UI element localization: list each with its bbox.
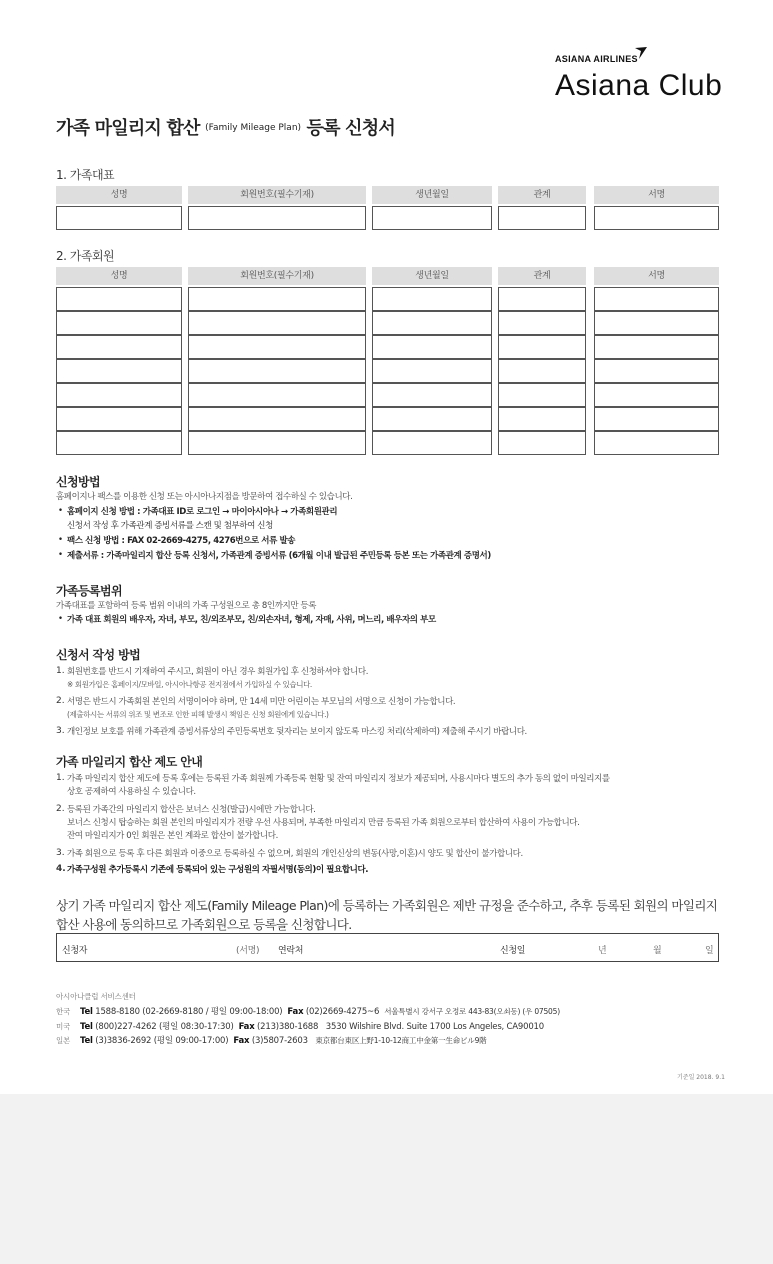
input-cell[interactable] [188, 407, 366, 431]
input-cell[interactable] [594, 407, 719, 431]
input-cell[interactable] [188, 359, 366, 383]
item-number: 1. [56, 666, 65, 676]
howto-note: ※ 회원가입은 홈페이지/모바일, 아시아나항공 전지점에서 가입하실 수 있습니다. [67, 680, 312, 689]
item-number: 4. [56, 864, 66, 874]
input-cell[interactable] [188, 206, 366, 230]
title-main: 가족 마일리지 합산 [56, 118, 200, 139]
guide-item: 보너스 신청시 탑승하는 회원 본인의 마일리지가 전량 우선 사용되며, 부족한 마일리지 만큼 등록된 가족 회원으로부터 합산하여 사용이 가능합니다. [67, 818, 580, 828]
apply-intro: 홈페이지나 팩스를 이용한 신청 또는 아시아나지점을 방문하여 접수하실 수 있습니다. [56, 492, 353, 502]
item-number: 2. [56, 696, 65, 706]
item-number: 3. [56, 848, 65, 858]
input-cell[interactable] [56, 383, 182, 407]
contact-label: 연락처 [278, 946, 304, 956]
date-label: 신청일 [500, 946, 526, 956]
input-cell[interactable] [594, 383, 719, 407]
bullet-icon: • [58, 614, 64, 624]
howto-note: (제출하시는 서류의 위조 및 변조로 인한 피해 발생시 책임은 신청 회원에게 있습니다.) [67, 710, 329, 719]
applicant-label: 신청자 [62, 946, 88, 956]
footer-region: 미국 [56, 1022, 71, 1031]
input-cell[interactable] [498, 206, 586, 230]
column-header: 생년월일 [372, 267, 492, 285]
input-cell[interactable] [498, 407, 586, 431]
item-number: 3. [56, 726, 65, 736]
column-header: 서명 [594, 186, 719, 204]
item-number: 1. [56, 773, 65, 783]
page-title [56, 114, 395, 140]
apply-heading: 신청방법 [56, 475, 100, 489]
scope-heading: 가족등록범위 [56, 584, 122, 598]
column-header: 서명 [594, 267, 719, 285]
input-cell[interactable] [498, 383, 586, 407]
input-cell[interactable] [498, 335, 586, 359]
input-cell[interactable] [498, 287, 586, 311]
input-cell[interactable] [594, 206, 719, 230]
input-cell[interactable] [56, 335, 182, 359]
input-cell[interactable] [594, 359, 719, 383]
footer-region: 한국 [56, 1007, 71, 1016]
signature-box[interactable] [56, 933, 719, 962]
input-cell[interactable] [372, 431, 492, 455]
apply-bullet: 홈페이지 신청 방법 : 가족대표 ID로 로그인 → 마이아시아나 → 가족회원관리 [67, 507, 338, 517]
wing-icon [634, 46, 648, 60]
airline-name: ASIANA AIRLINES [555, 54, 638, 64]
column-header: 생년월일 [372, 186, 492, 204]
input-cell[interactable] [188, 311, 366, 335]
column-header: 회원번호(필수기재) [188, 267, 366, 285]
column-header: 성명 [56, 186, 182, 204]
input-cell[interactable] [594, 431, 719, 455]
day-label: 일 [705, 946, 714, 956]
guide-item: 등록된 가족간의 마일리지 합산은 보너스 신청(발급)시에만 가능합니다. [67, 805, 316, 815]
section-label-members: 2. 가족회원 [56, 249, 115, 263]
column-header: 관계 [498, 267, 586, 285]
input-cell[interactable] [372, 206, 492, 230]
input-cell[interactable] [188, 335, 366, 359]
input-cell[interactable] [56, 407, 182, 431]
guide-item: 가족 회원으로 등록 후 다른 회원과 이중으로 등록하실 수 없으며, 회원의 개인신상의 변동(사망,이혼)시 양도 및 합산이 불가합니다. [67, 849, 523, 859]
apply-bullet: 신청서 작성 후 가족관계 증빙서류를 스캔 및 첨부하여 신청 [67, 521, 273, 531]
sign-label: (서명) [236, 946, 260, 956]
column-header: 성명 [56, 267, 182, 285]
revision-stamp: 기준일 2018. 9.1 [677, 1074, 725, 1081]
input-cell[interactable] [372, 407, 492, 431]
input-cell[interactable] [372, 383, 492, 407]
month-label: 월 [653, 946, 662, 956]
input-cell[interactable] [56, 311, 182, 335]
agreement-text: 상기 가족 마일리지 합산 제도(Family Mileage Plan)에 등록하는 가족회원은 제반 규정을 준수하고, 추후 등록된 회원의 마일리지 합산 사용에 동의하므로 가족회원으로 등록을 신청합니다. [56, 898, 718, 932]
item-number: 2. [56, 804, 65, 814]
input-cell[interactable] [56, 206, 182, 230]
title-subtitle: (Family Mileage Plan) [205, 123, 302, 133]
input-cell[interactable] [372, 335, 492, 359]
input-cell[interactable] [594, 287, 719, 311]
input-cell[interactable] [498, 359, 586, 383]
howto-item: 개인정보 보호를 위해 가족관계 증빙서류상의 주민등록번호 뒷자리는 보이지 않도록 마스킹 처리(삭제하여) 제출해 주시기 바랍니다. [67, 727, 527, 737]
input-cell[interactable] [594, 335, 719, 359]
howto-item: 서명은 반드시 가족회원 본인의 서명이어야 하며, 만 14세 미만 어린이는 부모님의 서명으로 신청이 가능합니다. [67, 697, 456, 707]
input-cell[interactable] [56, 287, 182, 311]
input-cell[interactable] [188, 431, 366, 455]
input-cell[interactable] [56, 431, 182, 455]
column-header: 회원번호(필수기재) [188, 186, 366, 204]
input-cell[interactable] [372, 359, 492, 383]
howto-heading: 신청서 작성 방법 [56, 648, 141, 662]
column-header: 관계 [498, 186, 586, 204]
guide-heading: 가족 마일리지 합산 제도 안내 [56, 755, 203, 769]
input-cell[interactable] [56, 359, 182, 383]
service-center-label: 아시아나클럽 서비스센터 [56, 992, 136, 1001]
footer-contact: Tel (3)3836-2692 (평일 09:00-17:00) Fax (3)5807-2603 東京都台東区上野1-10-12商工中金第一生命ビル9階 [80, 1036, 487, 1046]
year-label: 년 [598, 946, 607, 956]
input-cell[interactable] [498, 431, 586, 455]
apply-bullet: 제출서류 : 가족마일리지 합산 등록 신청서, 가족관계 증빙서류 (6개월 이내 발급된 주민등록 등본 또는 가족관계 증명서) [67, 551, 491, 561]
guide-item: 가족 마일리지 합산 제도에 등록 후에는 등록된 가족 회원께 가족등록 현황 및 잔여 마일리지 정보가 제공되며, 사용시마다 별도의 추가 동의 없이 마일리지를 [67, 774, 610, 784]
guide-item: 상호 공제하여 사용하실 수 있습니다. [67, 787, 196, 797]
guide-item: 잔여 마일리지가 0인 회원은 본인 계좌로 합산이 불가합니다. [67, 831, 278, 841]
title-suffix: 등록 신청서 [306, 118, 395, 139]
scope-intro: 가족대표를 포함하여 등록 범위 이내의 가족 구성원으로 총 8인까지만 등록 [56, 601, 317, 611]
scope-bullet: 가족 대표 회원의 배우자, 자녀, 부모, 친/외조부모, 친/외손자녀, 형제, 자매, 사위, 며느리, 배우자의 부모 [67, 615, 436, 625]
input-cell[interactable] [372, 311, 492, 335]
input-cell[interactable] [594, 311, 719, 335]
footer-contact: Tel 1588-8180 (02-2669-8180 / 평일 09:00-18:00) Fax (02)2669-4275~6 서울특별시 강서구 오정로 443-83(오쇠동) (우 07505) [80, 1007, 560, 1017]
bullet-icon: • [58, 506, 64, 516]
apply-bullet: 팩스 신청 방법 : FAX 02-2669-4275, 4276번으로 서류 발송 [67, 536, 296, 546]
bullet-icon: • [58, 550, 64, 560]
input-cell[interactable] [188, 383, 366, 407]
howto-item: 회원번호를 반드시 기재하여 주시고, 회원이 아닌 경우 회원가입 후 신청하셔야 합니다. [67, 667, 369, 677]
input-cell[interactable] [188, 287, 366, 311]
input-cell[interactable] [498, 311, 586, 335]
input-cell[interactable] [372, 287, 492, 311]
bullet-icon: • [58, 535, 64, 545]
club-logo: Asiana Club [555, 69, 723, 102]
guide-item: 가족구성원 추가등록시 기존에 등록되어 있는 구성원의 자필서명(동의)이 필요합니다. [67, 865, 369, 875]
section-label-representative: 1. 가족대표 [56, 168, 115, 182]
footer-region: 일본 [56, 1036, 71, 1045]
footer-contact: Tel (800)227-4262 (평일 08:30-17:30) Fax (213)380-1688 3530 Wilshire Blvd. Suite 1700 Los Angeles, CA90010 [80, 1022, 544, 1032]
